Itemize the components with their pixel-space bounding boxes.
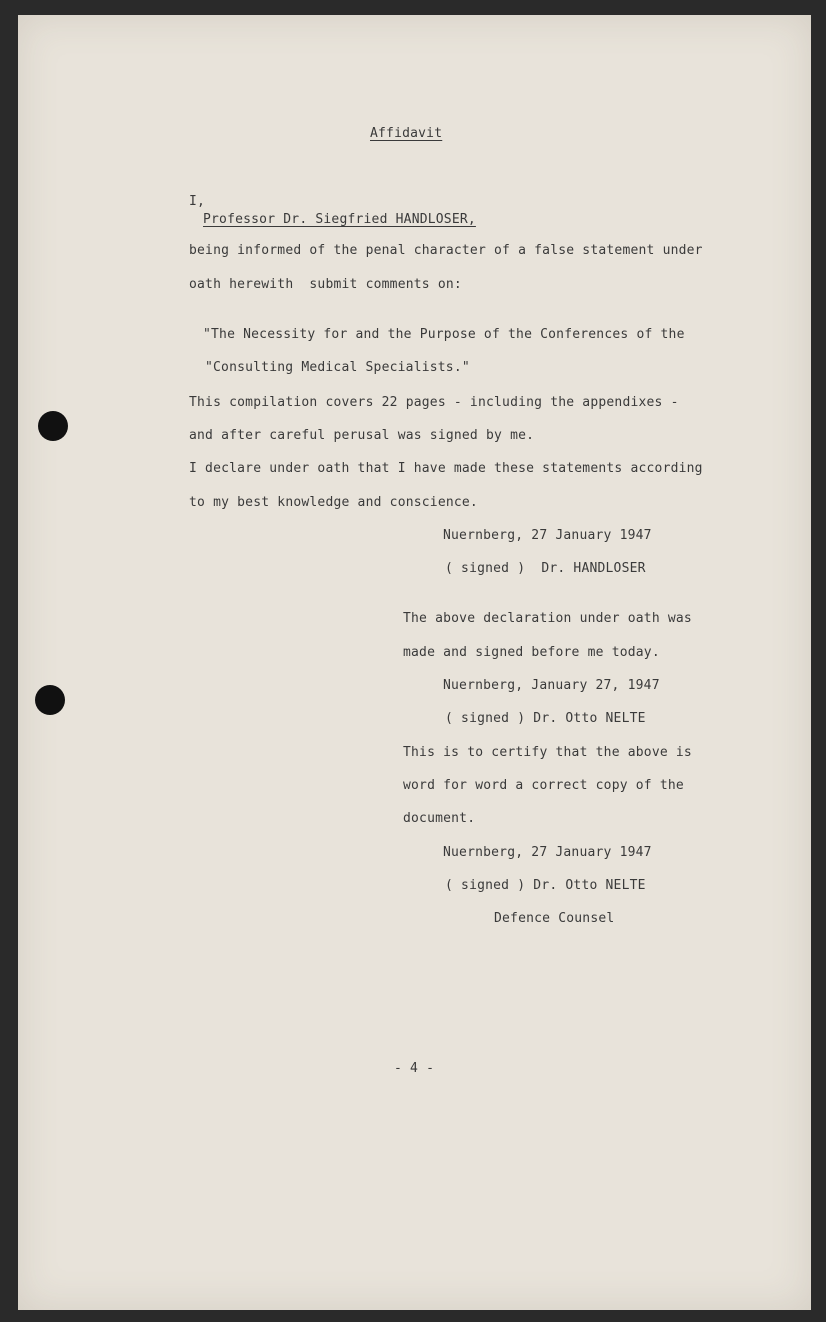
text-line: oath herewith submit comments on: [189, 277, 462, 292]
text-line: Defence Counsel [494, 911, 615, 926]
text-line: being informed of the penal character of a false statement under [189, 243, 703, 258]
text-line: I declare under oath that I have made these statements according [189, 461, 703, 476]
document-page [18, 15, 811, 1310]
affiant-name: Professor Dr. Siegfried HANDLOSER, [203, 212, 476, 227]
punch-hole-top [38, 411, 68, 441]
text-line: and after careful perusal was signed by me. [189, 428, 535, 443]
text-line: This is to certify that the above is [403, 745, 692, 760]
punch-hole-bottom [35, 685, 65, 715]
text-line: made and signed before me today. [403, 645, 660, 660]
text-line: ( signed ) Dr. HANDLOSER [445, 561, 646, 576]
text-line: "The Necessity for and the Purpose of the Conferences of the [203, 327, 685, 342]
text-line: Nuernberg, 27 January 1947 [443, 528, 652, 543]
text-line: "Consulting Medical Specialists." [205, 360, 470, 375]
document-title: Affidavit [370, 126, 443, 141]
text-line: Nuernberg, 27 January 1947 [443, 845, 652, 860]
text-line: ( signed ) Dr. Otto NELTE [445, 878, 646, 893]
text-line: document. [403, 811, 476, 826]
text-line: Nuernberg, January 27, 1947 [443, 678, 660, 693]
text-line: word for word a correct copy of the [403, 778, 684, 793]
text-line: ( signed ) Dr. Otto NELTE [445, 711, 646, 726]
page-number: - 4 - [394, 1061, 435, 1076]
text-line: This compilation covers 22 pages - including the appendixes - [189, 395, 679, 410]
text-line: I, [189, 194, 206, 209]
text-line: to my best knowledge and conscience. [189, 495, 478, 510]
text-line: The above declaration under oath was [403, 611, 692, 626]
